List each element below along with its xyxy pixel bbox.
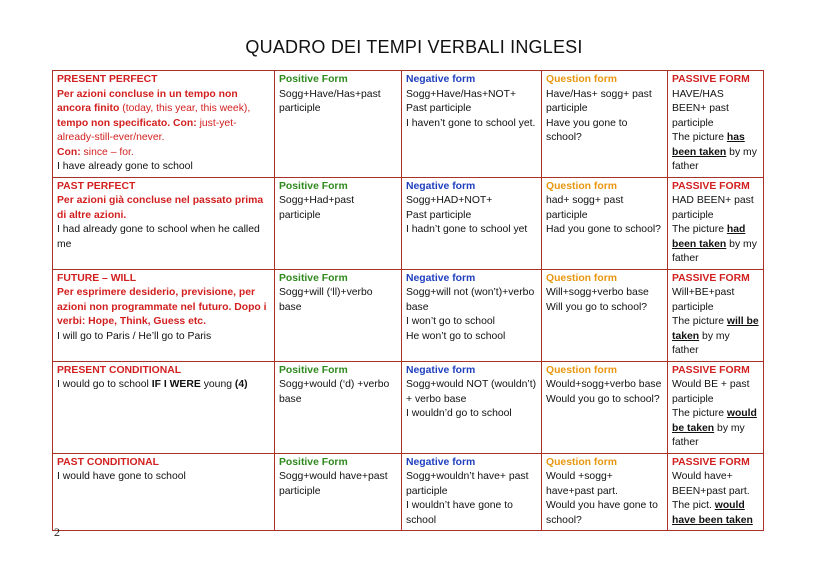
positive-rule: Sogg+would have+past participle [279,471,388,497]
negative-label: Negative form [406,180,476,192]
positive-rule: Sogg+Have/Has+past participle [279,88,381,114]
negative-example: I wouldn’d go to school [406,408,512,419]
question-example: Would you go to school? [546,393,660,405]
tense-name: PAST PERFECT [57,180,136,192]
question-rule: had+ sogg+ past participle [546,195,624,221]
question-example: Would you have gone to school? [546,500,658,526]
negative-example: I won’t go to school [406,316,495,327]
negative-cell [402,177,542,269]
page-title: QUADRO DEI TEMPI VERBALI INGLESI [245,37,583,57]
tense-cell [53,453,275,531]
tense-cell [53,177,275,269]
question-cell [542,269,668,361]
negative-example: I wouldn’t have gone to school [406,500,513,526]
question-cell [542,453,668,531]
tense-name: PRESENT PERFECT [57,74,158,85]
question-label: Question form [546,272,618,284]
question-cell [542,177,668,269]
passive-rule: Would have+ BEEN+past part. [672,471,750,497]
positive-cell [275,71,402,178]
tense-example: I would go to school IF I WERE young (4) [57,379,248,390]
negative-rule: Past participle [406,209,472,221]
question-rule: Would +sogg+ have+past part. [546,471,618,497]
passive-example: The picture had been taken by my father [672,224,757,264]
passive-rule: HAVE/HAS BEEN+ past participle [672,88,729,129]
question-cell [542,71,668,178]
tense-cell [53,71,275,178]
passive-example: The picture will be taken by my father [672,316,759,356]
tense-description: Per azioni già concluse nel passato prima di altre azioni. [57,195,264,221]
passive-rule: Would BE + past participle [672,379,750,405]
table-row [53,269,764,361]
negative-cell [402,361,542,453]
passive-label: PASSIVE FORM [672,74,750,85]
negative-example: He won’t go to school [406,330,506,342]
passive-label: PASSIVE FORM [672,272,750,284]
positive-label: Positive Form [279,456,348,468]
negative-example: I hadn’t gone to school yet [406,224,528,235]
tense-cell [53,269,275,361]
tense-cell [53,361,275,453]
positive-label: Positive Form [279,364,348,376]
question-label: Question form [546,74,618,85]
positive-cell [275,269,402,361]
tense-description: Per azioni concluse in un tempo non ancora finito (today, this year, this week), tempo non specificato. Con: just-yet-already-still-ever/never. [57,88,251,143]
negative-label: Negative form [406,364,476,376]
negative-rule: Sogg+Have/Has+NOT+ [406,88,517,100]
negative-rule: Sogg+would NOT (wouldn’t) + verbo base [406,379,537,405]
page-number: 2 [54,525,60,539]
question-rule: Would+sogg+verbo base [546,379,662,390]
negative-cell [402,269,542,361]
negative-label: Negative form [406,456,476,468]
negative-example: I haven’t gone to school yet. [406,117,536,129]
question-rule: Have/Has+ sogg+ past participle [546,88,652,114]
positive-label: Positive Form [279,74,348,85]
passive-label: PASSIVE FORM [672,364,750,376]
question-cell [542,361,668,453]
table-row [53,177,764,269]
passive-label: PASSIVE FORM [672,456,750,468]
positive-rule: Sogg+Had+past participle [279,195,355,221]
question-example: Had you gone to school? [546,224,661,235]
tense-name: PRESENT CONDITIONAL [57,364,182,376]
positive-rule: Sogg+will (‘ll)+verbo base [279,287,373,313]
tense-example: I will go to Paris / He’ll go to Paris [57,330,212,342]
tense-name: PAST CONDITIONAL [57,456,159,468]
positive-label: Positive Form [279,180,348,192]
question-example: Have you gone to school? [546,117,628,143]
table-row [53,453,764,531]
tense-example: I had already gone to school when he called me [57,224,260,250]
positive-cell [275,177,402,269]
passive-cell [668,71,764,178]
tense-example: I have already gone to school [57,161,193,172]
negative-rule: Sogg+HAD+NOT+ [406,195,493,206]
tense-example: I would have gone to school [57,471,186,482]
question-label: Question form [546,364,618,376]
passive-cell [668,361,764,453]
table-row [53,361,764,453]
passive-example: The pict. would have been taken [672,500,753,526]
passive-label: PASSIVE FORM [672,180,750,192]
positive-cell [275,453,402,531]
passive-rule: Will+BE+past participle [672,287,735,313]
negative-label: Negative form [406,272,476,284]
negative-cell [402,453,542,531]
positive-label: Positive Form [279,272,348,284]
question-label: Question form [546,456,618,468]
tense-con: Con: since – for. [57,146,134,158]
passive-example: The picture has been taken by my father [672,132,757,172]
passive-example: The picture would be taken by my father [672,408,757,448]
verb-tense-table [52,70,764,531]
table-row [53,71,764,178]
tense-name: FUTURE – WILL [57,272,137,284]
passive-cell [668,453,764,531]
tense-description: Per esprimere desiderio, previsione, per azioni non programmate nel futuro. Dopo i verbi: Hope, Think, Guess etc. [57,287,267,327]
question-example: Will you go to school? [546,301,648,313]
negative-rule: Sogg+wouldn’t have+ past participle [406,471,529,497]
question-rule: Will+sogg+verbo base [546,287,649,298]
positive-rule: Sogg+would (‘d) +verbo base [279,379,390,405]
negative-cell [402,71,542,178]
question-label: Question form [546,180,618,192]
passive-cell [668,177,764,269]
negative-label: Negative form [406,74,476,85]
negative-rule: Past participle [406,103,472,114]
passive-rule: HAD BEEN+ past participle [672,195,754,221]
positive-cell [275,361,402,453]
passive-cell [668,269,764,361]
negative-rule: Sogg+will not (won’t)+verbo base [406,287,535,313]
